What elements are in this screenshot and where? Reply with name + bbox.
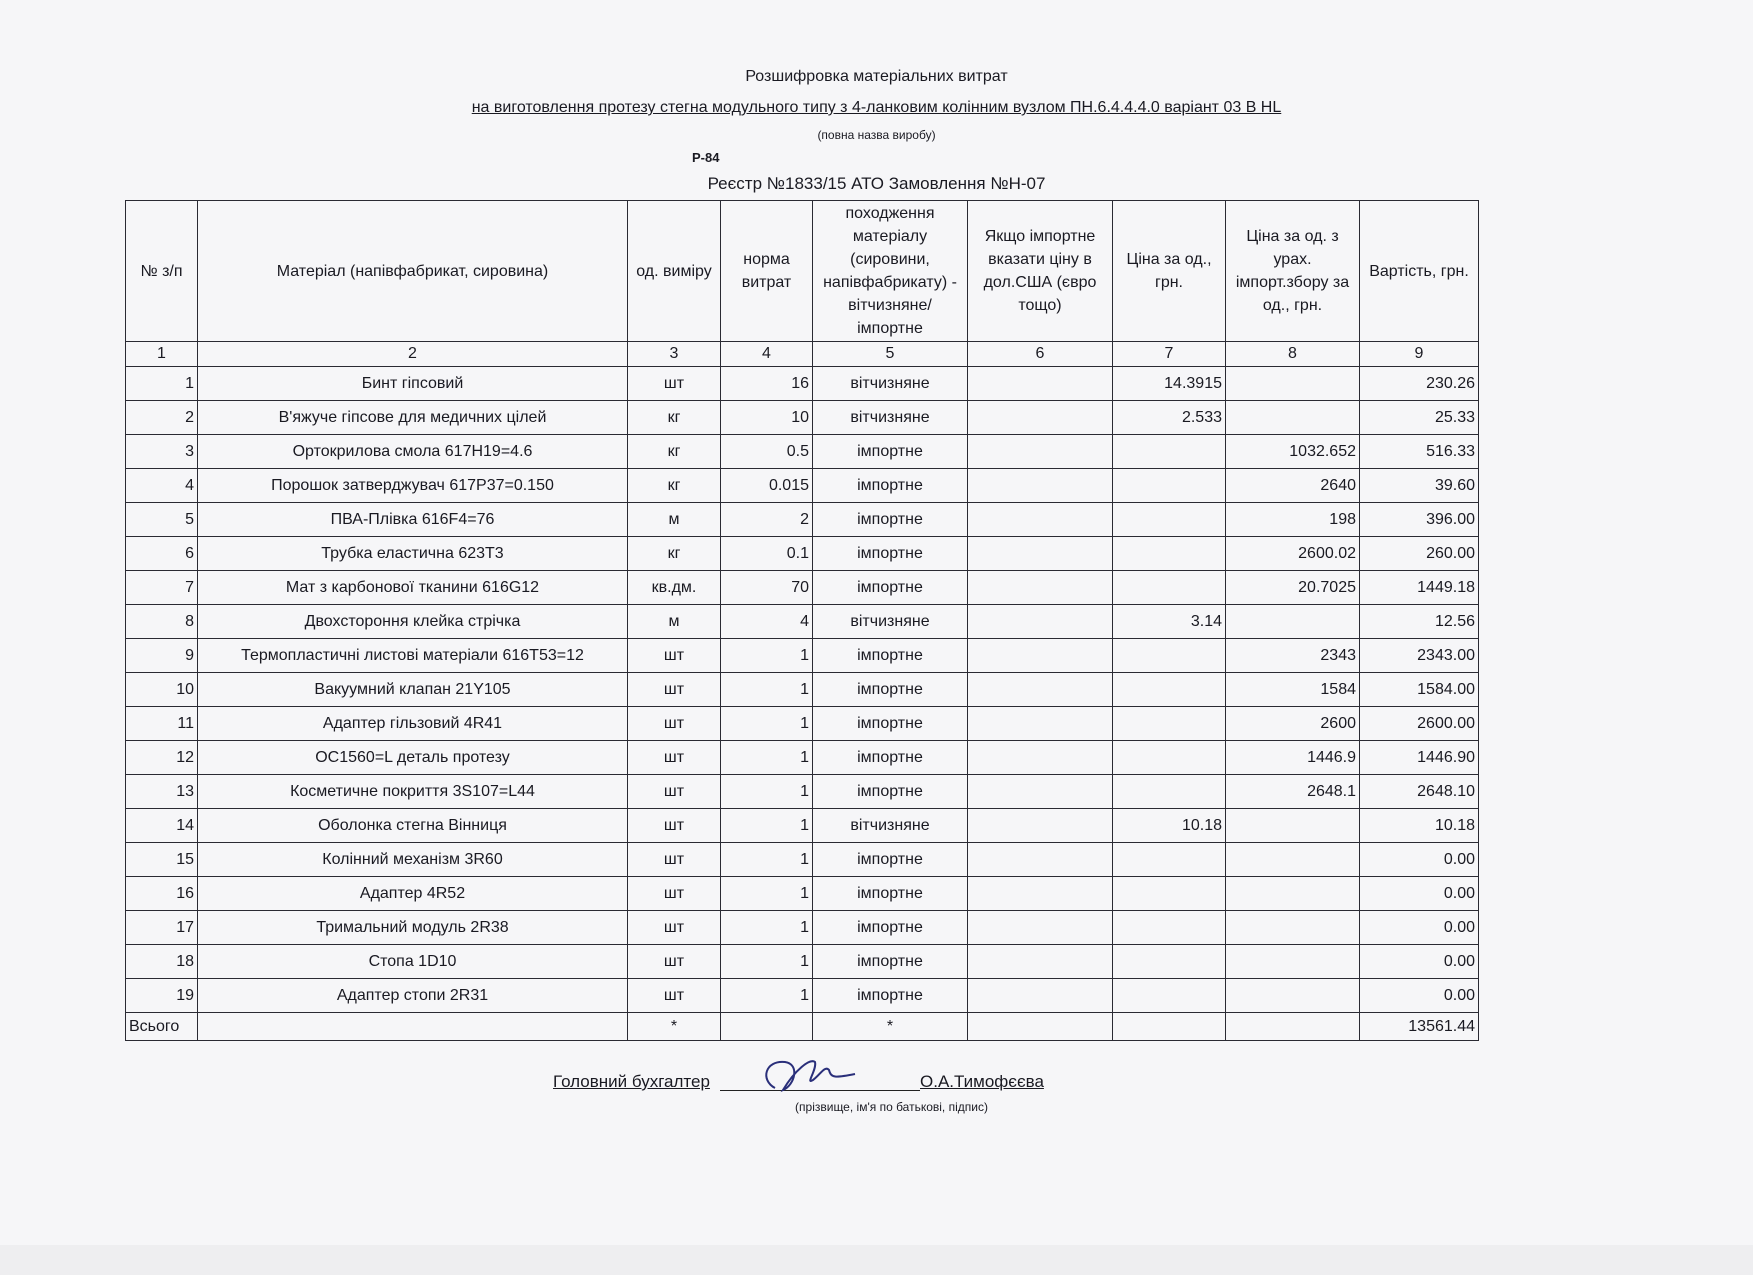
usd-price: [968, 911, 1113, 945]
unit: шт: [628, 809, 721, 843]
unit: шт: [628, 979, 721, 1013]
unit-price: 2.533: [1113, 401, 1226, 435]
signer-name: О.А.Тимофєєва: [920, 1072, 1044, 1091]
unit-price: [1113, 571, 1226, 605]
cost: 516.33: [1360, 435, 1479, 469]
unit-price: [1113, 843, 1226, 877]
table-row: [126, 843, 1479, 877]
row-index: 5: [126, 503, 198, 537]
row-index: 19: [126, 979, 198, 1013]
unit-price-import: 1032.652: [1226, 435, 1360, 469]
table-row: [126, 877, 1479, 911]
unit: шт: [628, 775, 721, 809]
origin: імпортне: [813, 503, 968, 537]
unit: шт: [628, 741, 721, 775]
column-number: 8: [1226, 342, 1360, 367]
unit: м: [628, 605, 721, 639]
materials-table: [125, 200, 1479, 1041]
usd-price: [968, 367, 1113, 401]
unit-price-import: 2640: [1226, 469, 1360, 503]
unit-price-import: 1584: [1226, 673, 1360, 707]
unit-price-import: 2600.02: [1226, 537, 1360, 571]
origin: імпортне: [813, 775, 968, 809]
usd-price: [968, 775, 1113, 809]
usd-price: [968, 945, 1113, 979]
material-name: Тримальний модуль 2R38: [198, 911, 628, 945]
table-row: [126, 639, 1479, 673]
material-name: Колінний механізм 3R60: [198, 843, 628, 877]
table-row: [126, 367, 1479, 401]
norm: 1: [721, 877, 813, 911]
cost: 0.00: [1360, 945, 1479, 979]
norm: 1: [721, 843, 813, 877]
empty-cell: [1226, 1013, 1360, 1041]
cost: 260.00: [1360, 537, 1479, 571]
cost: 0.00: [1360, 877, 1479, 911]
usd-price: [968, 435, 1113, 469]
total-label: Всього: [126, 1013, 198, 1041]
unit-price-import: [1226, 367, 1360, 401]
cost: 39.60: [1360, 469, 1479, 503]
signature-hint: (прізвище, ім'я по батькові, підпис): [795, 1100, 988, 1114]
col-header-usd: Якщо імпортне вказати ціну в дол.США (євро тощо): [968, 201, 1113, 342]
unit-price-import: 2600: [1226, 707, 1360, 741]
usd-price: [968, 503, 1113, 537]
unit: шт: [628, 843, 721, 877]
usd-price: [968, 605, 1113, 639]
usd-price: [968, 537, 1113, 571]
material-name: Оболонка стегна Вінниця: [198, 809, 628, 843]
origin: імпортне: [813, 673, 968, 707]
empty-cell: [198, 1013, 628, 1041]
table-row: [126, 401, 1479, 435]
norm: 70: [721, 571, 813, 605]
doc-code: Р-84: [692, 150, 720, 165]
empty-cell: [968, 1013, 1113, 1041]
material-name: Адаптер стопи 2R31: [198, 979, 628, 1013]
material-name: Трубка еластична 623Т3: [198, 537, 628, 571]
material-name: OC1560=L деталь протезу: [198, 741, 628, 775]
origin: імпортне: [813, 741, 968, 775]
unit-price-import: [1226, 605, 1360, 639]
origin: імпортне: [813, 911, 968, 945]
usd-price: [968, 673, 1113, 707]
column-number: 4: [721, 342, 813, 367]
unit-price: [1113, 503, 1226, 537]
usd-price: [968, 843, 1113, 877]
norm: 1: [721, 775, 813, 809]
unit-price-import: [1226, 877, 1360, 911]
cost: 10.18: [1360, 809, 1479, 843]
unit-price-import: [1226, 809, 1360, 843]
col-header-cost: Вартість, грн.: [1360, 201, 1479, 342]
row-index: 16: [126, 877, 198, 911]
unit-price: [1113, 775, 1226, 809]
subtitle-hint: (повна назва виробу): [817, 128, 936, 142]
material-name: Порошок затверджувач 617Р37=0.150: [198, 469, 628, 503]
row-index: 3: [126, 435, 198, 469]
norm: 2: [721, 503, 813, 537]
norm: 1: [721, 639, 813, 673]
row-index: 15: [126, 843, 198, 877]
usd-price: [968, 469, 1113, 503]
unit: шт: [628, 877, 721, 911]
document-title: Розшифровка матеріальних витрат: [745, 68, 1008, 85]
material-name: Адаптер гільзовий 4R41: [198, 707, 628, 741]
row-index: 6: [126, 537, 198, 571]
table-row: [126, 571, 1479, 605]
unit-price-import: [1226, 911, 1360, 945]
unit-price: [1113, 469, 1226, 503]
cost: 2600.00: [1360, 707, 1479, 741]
unit-price-import: 2648.1: [1226, 775, 1360, 809]
origin: імпортне: [813, 469, 968, 503]
unit: шт: [628, 367, 721, 401]
unit: кг: [628, 537, 721, 571]
row-index: 8: [126, 605, 198, 639]
table-row: [126, 775, 1479, 809]
row-index: 10: [126, 673, 198, 707]
table-row: [126, 979, 1479, 1013]
table-row: [126, 945, 1479, 979]
usd-price: [968, 639, 1113, 673]
material-name: Ортокрилова смола 617Н19=4.6: [198, 435, 628, 469]
column-number-row: [126, 342, 1479, 367]
unit-price: [1113, 741, 1226, 775]
material-name: Вакуумний клапан 21Y105: [198, 673, 628, 707]
norm: 1: [721, 979, 813, 1013]
unit-price-import: [1226, 945, 1360, 979]
unit-price: [1113, 911, 1226, 945]
unit: кг: [628, 435, 721, 469]
material-name: Адаптер 4R52: [198, 877, 628, 911]
norm: 0.5: [721, 435, 813, 469]
unit: шт: [628, 707, 721, 741]
column-number: 2: [198, 342, 628, 367]
cost: 230.26: [1360, 367, 1479, 401]
origin: вітчизняне: [813, 809, 968, 843]
unit-price: [1113, 435, 1226, 469]
material-name: Стопа 1D10: [198, 945, 628, 979]
unit-price: 14.3915: [1113, 367, 1226, 401]
total-row: [126, 1013, 1479, 1041]
origin: вітчизняне: [813, 605, 968, 639]
col-header-price: Ціна за од., грн.: [1113, 201, 1226, 342]
cost: 1446.90: [1360, 741, 1479, 775]
row-index: 18: [126, 945, 198, 979]
unit: кг: [628, 469, 721, 503]
norm: 4: [721, 605, 813, 639]
unit: шт: [628, 639, 721, 673]
unit-price-import: 1446.9: [1226, 741, 1360, 775]
column-number: 6: [968, 342, 1113, 367]
col-header-origin: походження матеріалу (сировини, напівфабрикату) - вітчизняне/ імпортне: [813, 201, 968, 342]
unit-price: [1113, 639, 1226, 673]
norm: 1: [721, 809, 813, 843]
origin: вітчизняне: [813, 367, 968, 401]
row-index: 14: [126, 809, 198, 843]
usd-price: [968, 401, 1113, 435]
origin: імпортне: [813, 639, 968, 673]
cost: 0.00: [1360, 979, 1479, 1013]
usd-price: [968, 877, 1113, 911]
cost: 2648.10: [1360, 775, 1479, 809]
column-number: 5: [813, 342, 968, 367]
unit: кг: [628, 401, 721, 435]
cost: 1449.18: [1360, 571, 1479, 605]
origin: імпортне: [813, 435, 968, 469]
total-origin: *: [813, 1013, 968, 1041]
product-name: на виготовлення протезу стегна модульного типу з 4-ланковим колінним вузлом ПН.6.4.4.4.0 варіант 03 В HL: [471, 99, 1282, 116]
table-row: [126, 435, 1479, 469]
table-row: [126, 537, 1479, 571]
material-name: В'яжуче гіпсове для медичних цілей: [198, 401, 628, 435]
row-index: 4: [126, 469, 198, 503]
norm: 16: [721, 367, 813, 401]
unit-price: [1113, 877, 1226, 911]
registry-line: Реєстр №1833/15 АТО Замовлення №Н-07: [707, 174, 1046, 193]
material-name: ПВА-Плівка 616F4=76: [198, 503, 628, 537]
table-row: [126, 469, 1479, 503]
empty-cell: [1113, 1013, 1226, 1041]
unit-price: [1113, 945, 1226, 979]
material-name: Бинт гіпсовий: [198, 367, 628, 401]
row-index: 2: [126, 401, 198, 435]
document-subtitle: [0, 99, 1753, 117]
unit: шт: [628, 945, 721, 979]
usd-price: [968, 571, 1113, 605]
col-header-norm: норма витрат: [721, 201, 813, 342]
empty-cell: [721, 1013, 813, 1041]
material-name: Косметичне покриття 3S107=L44: [198, 775, 628, 809]
usd-price: [968, 741, 1113, 775]
origin: імпортне: [813, 537, 968, 571]
cost: 0.00: [1360, 843, 1479, 877]
norm: 10: [721, 401, 813, 435]
cost: 2343.00: [1360, 639, 1479, 673]
row-index: 9: [126, 639, 198, 673]
material-name: Термопластичні листові матеріали 616Т53=12: [198, 639, 628, 673]
norm: 0.1: [721, 537, 813, 571]
material-name: Двохстороння клейка стрічка: [198, 605, 628, 639]
origin: вітчизняне: [813, 401, 968, 435]
table-row: [126, 707, 1479, 741]
norm: 1: [721, 911, 813, 945]
norm: 0.015: [721, 469, 813, 503]
handwritten-signature-icon: [755, 1050, 865, 1100]
origin: імпортне: [813, 571, 968, 605]
col-header-material: Матеріал (напівфабрикат, сировина): [198, 201, 628, 342]
unit: шт: [628, 911, 721, 945]
table-row: [126, 503, 1479, 537]
unit-price: [1113, 673, 1226, 707]
column-number: 1: [126, 342, 198, 367]
origin: імпортне: [813, 945, 968, 979]
cost: 25.33: [1360, 401, 1479, 435]
row-index: 11: [126, 707, 198, 741]
row-index: 12: [126, 741, 198, 775]
norm: 1: [721, 707, 813, 741]
unit-price: 3.14: [1113, 605, 1226, 639]
cost: 0.00: [1360, 911, 1479, 945]
col-header-index: № з/п: [126, 201, 198, 342]
origin: імпортне: [813, 877, 968, 911]
row-index: 13: [126, 775, 198, 809]
total-unit: *: [628, 1013, 721, 1041]
origin: імпортне: [813, 979, 968, 1013]
unit: м: [628, 503, 721, 537]
column-number: 3: [628, 342, 721, 367]
unit-price-import: [1226, 843, 1360, 877]
signer-position: Головний бухгалтер: [553, 1072, 710, 1091]
cost: 12.56: [1360, 605, 1479, 639]
table-row: [126, 809, 1479, 843]
unit-price-import: 198: [1226, 503, 1360, 537]
unit-price-import: [1226, 401, 1360, 435]
table-row: [126, 605, 1479, 639]
origin: імпортне: [813, 707, 968, 741]
unit: шт: [628, 673, 721, 707]
unit-price: [1113, 979, 1226, 1013]
total-cost: 13561.44: [1360, 1013, 1479, 1041]
usd-price: [968, 979, 1113, 1013]
norm: 1: [721, 741, 813, 775]
row-index: 1: [126, 367, 198, 401]
table-header-row: [126, 201, 1479, 342]
unit-price: [1113, 707, 1226, 741]
row-index: 7: [126, 571, 198, 605]
col-header-unit: од. виміру: [628, 201, 721, 342]
signature-position: [553, 1072, 710, 1092]
usd-price: [968, 809, 1113, 843]
unit-price: 10.18: [1113, 809, 1226, 843]
unit: кв.дм.: [628, 571, 721, 605]
unit-price-import: 2343: [1226, 639, 1360, 673]
unit-price: [1113, 537, 1226, 571]
column-number: 9: [1360, 342, 1479, 367]
column-number: 7: [1113, 342, 1226, 367]
cost: 1584.00: [1360, 673, 1479, 707]
unit-price-import: 20.7025: [1226, 571, 1360, 605]
material-name: Мат з карбонової тканини 616G12: [198, 571, 628, 605]
unit-price-import: [1226, 979, 1360, 1013]
row-index: 17: [126, 911, 198, 945]
table-row: [126, 673, 1479, 707]
norm: 1: [721, 945, 813, 979]
col-header-price-import: Ціна за од. з урах. імпорт.збору за од., грн.: [1226, 201, 1360, 342]
norm: 1: [721, 673, 813, 707]
table-row: [126, 741, 1479, 775]
table-row: [126, 911, 1479, 945]
usd-price: [968, 707, 1113, 741]
origin: імпортне: [813, 843, 968, 877]
cost: 396.00: [1360, 503, 1479, 537]
